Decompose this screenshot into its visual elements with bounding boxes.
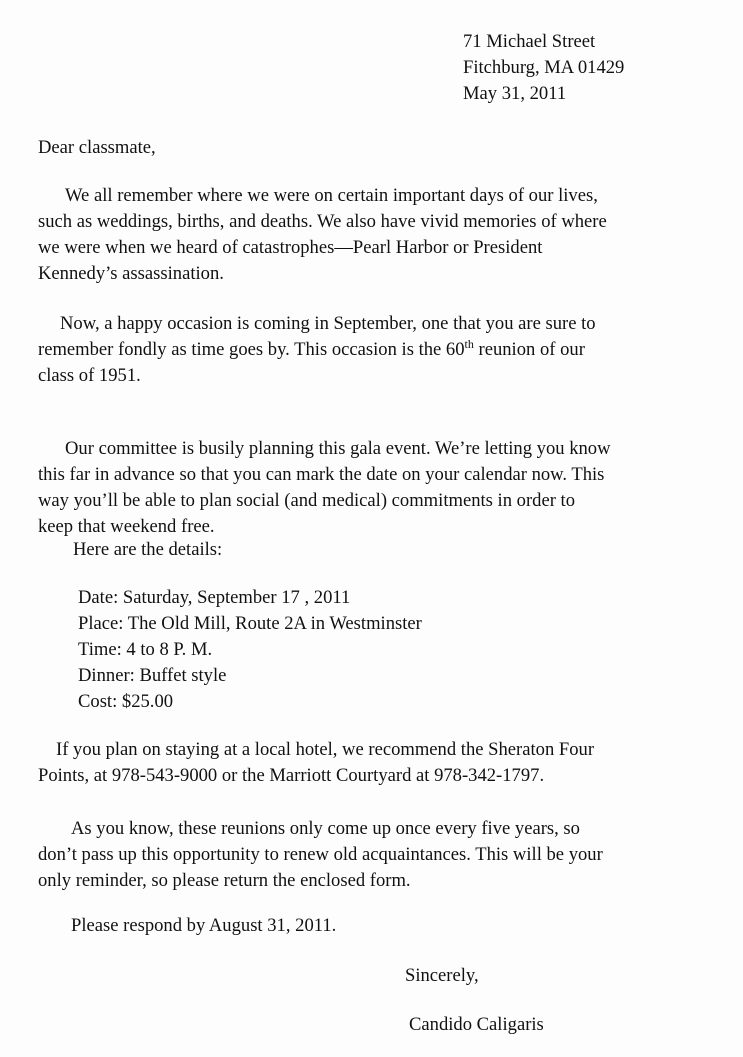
paragraph-line: Kennedy’s assassination. <box>38 263 224 284</box>
detail-time: Time: 4 to 8 P. M. <box>78 639 213 660</box>
paragraph-committee <box>38 436 611 540</box>
signature-name: Candido Caligaris <box>409 1014 544 1035</box>
details-intro: Here are the details: <box>73 539 223 560</box>
paragraph-line: We all remember where we were on certain important days of our lives, <box>65 185 598 206</box>
paragraph-line: Our committee is busily planning this gala event. We’re letting you know <box>65 438 611 459</box>
respond-by-line: Please respond by August 31, 2011. <box>71 915 337 936</box>
paragraph-memories <box>38 183 607 287</box>
closing: Sincerely, <box>405 965 479 986</box>
paragraph-line: As you know, these reunions only come up once every five years, so <box>71 818 580 839</box>
text-segment: remember fondly as time goes by. This occasion is the 60 <box>38 339 465 360</box>
ordinal-suffix: th <box>464 337 474 351</box>
paragraph-line: this far in advance so that you can mark the date on your calendar now. This <box>38 464 605 485</box>
detail-place: Place: The Old Mill, Route 2A in Westminster <box>78 613 422 634</box>
paragraph-reminder <box>38 816 603 894</box>
paragraph-hotels <box>38 737 594 789</box>
sender-address-block <box>463 29 624 107</box>
address-street: 71 Michael Street <box>463 31 596 52</box>
paragraph-occasion <box>38 311 596 389</box>
address-city: Fitchburg, MA 01429 <box>463 57 625 78</box>
paragraph-line: Now, a happy occasion is coming in September, one that you are sure to <box>60 313 596 334</box>
paragraph-line <box>38 337 596 363</box>
paragraph-line: class of 1951. <box>38 365 141 386</box>
greeting: Dear classmate, <box>38 137 156 158</box>
detail-cost: Cost: $25.00 <box>78 691 174 712</box>
letter-date: May 31, 2011 <box>463 83 567 104</box>
paragraph-line: way you’ll be able to plan social (and medical) commitments in order to <box>38 490 575 511</box>
paragraph-line: only reminder, so please return the enclosed form. <box>38 870 411 891</box>
text-segment: reunion of our <box>473 339 585 360</box>
paragraph-line: Points, at 978-543-9000 or the Marriott Courtyard at 978-342-1797. <box>38 765 545 786</box>
paragraph-line: keep that weekend free. <box>38 516 215 537</box>
paragraph-line: such as weddings, births, and deaths. We also have vivid memories of where <box>38 211 607 232</box>
paragraph-line: don’t pass up this opportunity to renew old acquaintances. This will be your <box>38 844 603 865</box>
paragraph-line: If you plan on staying at a local hotel, we recommend the Sheraton Four <box>56 739 595 760</box>
event-details-list <box>78 585 422 715</box>
paragraph-line: we were when we heard of catastrophes—Pearl Harbor or President <box>38 237 543 258</box>
detail-date: Date: Saturday, September 17 , 2011 <box>78 587 351 608</box>
detail-dinner: Dinner: Buffet style <box>78 665 227 686</box>
